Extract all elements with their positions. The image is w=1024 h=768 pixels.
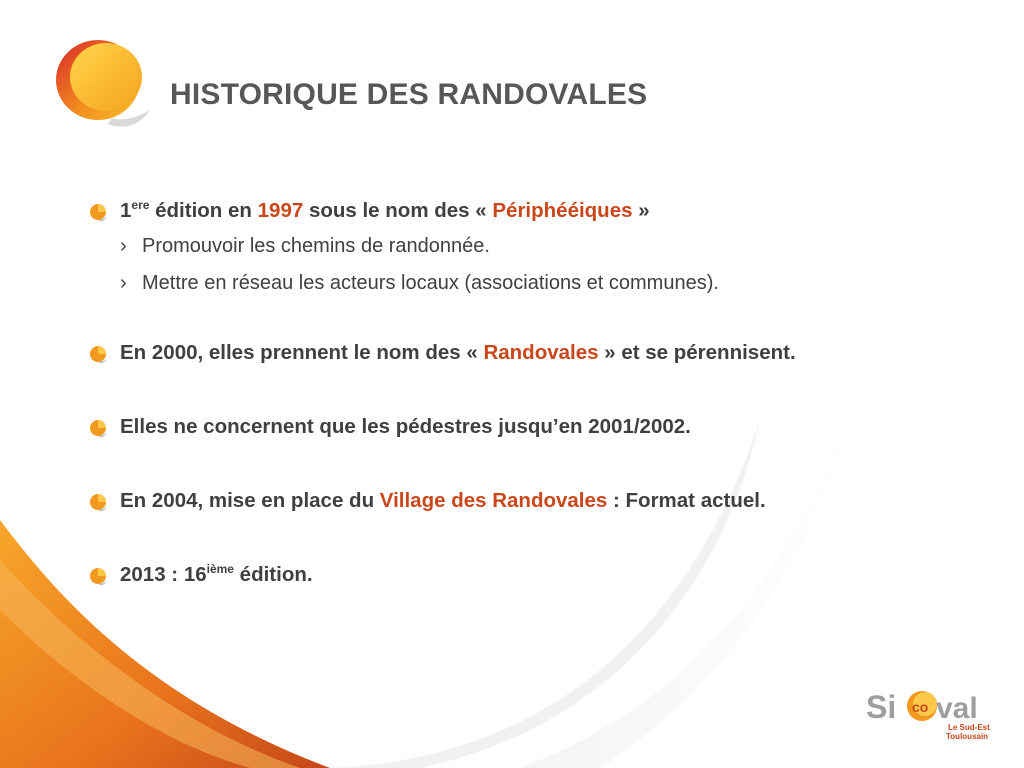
highlight-name: Village des Randovales xyxy=(379,489,608,512)
text: En 2004, mise en place du xyxy=(120,489,380,512)
text: En 2000, elles prennent le nom des « xyxy=(120,341,484,364)
text: : Format actuel. xyxy=(607,489,766,512)
bullet-icon xyxy=(88,418,108,438)
chevron-right-icon: › xyxy=(120,272,127,294)
page-title: HISTORIQUE DES RANDOVALES xyxy=(170,78,648,111)
bullet-list xyxy=(88,196,998,590)
highlight-year: 1997 xyxy=(257,199,304,222)
text: édition en xyxy=(149,199,258,222)
bullet-2013 xyxy=(88,560,998,590)
sub-item xyxy=(88,265,998,302)
logo-text-co: co xyxy=(912,699,929,715)
highlight-name: Périphééiques xyxy=(492,199,633,222)
bullet-2000 xyxy=(88,338,998,368)
sub-list xyxy=(88,228,998,302)
logo-text-val: val xyxy=(936,692,978,725)
text: 1 xyxy=(120,199,132,222)
text: sous le nom des « xyxy=(303,199,493,222)
bullet-1997 xyxy=(88,196,998,226)
text: » et se pérennisent. xyxy=(598,341,796,364)
logo-text-si: Si xyxy=(866,689,897,725)
superscript: ere xyxy=(131,198,150,212)
brand-mark-icon xyxy=(52,36,152,132)
bullet-2001 xyxy=(88,412,998,442)
highlight-name: Randovales xyxy=(483,341,599,364)
sicoval-logo xyxy=(864,684,994,744)
text: Elles ne concernent que les pédestres jusqu’en 2001/2002. xyxy=(120,415,691,438)
logo-tagline-2: Toulousain xyxy=(946,732,989,741)
text: » xyxy=(632,199,650,222)
sub-item-text: Promouvoir les chemins de randonnée. xyxy=(142,235,490,257)
chevron-right-icon: › xyxy=(120,235,127,257)
text: édition. xyxy=(233,563,313,586)
bullet-icon xyxy=(88,344,108,364)
superscript: ième xyxy=(206,562,234,576)
sub-item-text: Mettre en réseau les acteurs locaux (associations et communes). xyxy=(142,272,719,294)
bullet-icon xyxy=(88,492,108,512)
text: 2013 : 16 xyxy=(120,563,207,586)
bullet-2004 xyxy=(88,486,998,516)
logo-tagline-1: Le Sud-Est xyxy=(948,723,990,732)
sub-item xyxy=(88,228,998,265)
bullet-icon xyxy=(88,202,108,222)
bullet-icon xyxy=(88,566,108,586)
